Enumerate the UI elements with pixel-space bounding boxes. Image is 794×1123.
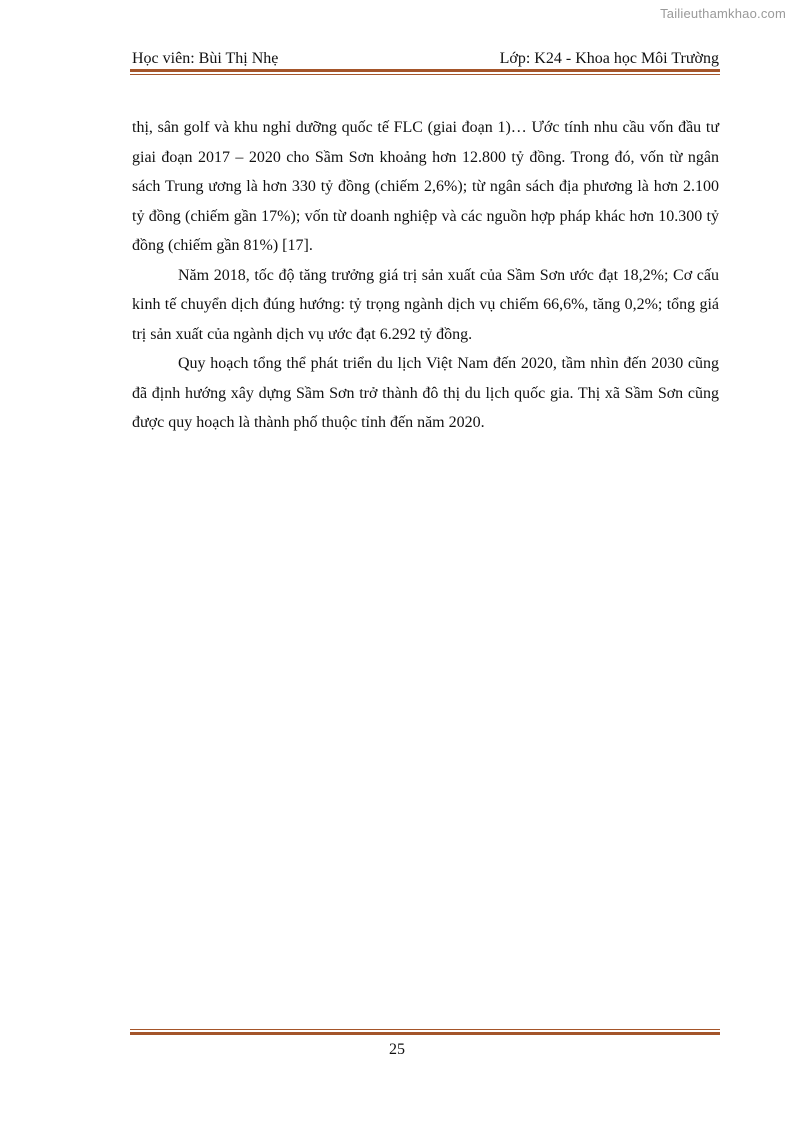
page-number: 25: [389, 1041, 405, 1058]
watermark: Tailieuthamkhao.com: [660, 6, 786, 21]
paragraph-2: Năm 2018, tốc độ tăng trưởng giá trị sản xuất của Sầm Sơn ước đạt 18,2%; Cơ cấu kinh tế chuyển dịch đúng hướng: tỷ trọng ngành dịch vụ chiếm 66,6%, tăng 0,2%; tổng giá trị sản xuất của ngành dịch vụ ước đạt 6.292 tỷ đồng.: [132, 266, 719, 343]
page-header: [132, 49, 719, 69]
paragraph-1: thị, sân golf và khu nghỉ dưỡng quốc tế FLC (giai đoạn 1)… Ước tính nhu cầu vốn đầu tư giai đoạn 2017 – 2020 cho Sầm Sơn khoảng hơn 12.800 tỷ đồng. Trong đó, vốn từ ngân sách Trung ương là hơn 330 tỷ đồng (chiếm 2,6%); từ ngân sách địa phương là hơn 2.100 tỷ đồng (chiếm gần 17%); vốn từ doanh nghiệp và các nguồn hợp pháp khác hơn 10.300 tỷ đồng (chiếm gần 81%) [17].: [132, 119, 719, 254]
header-class: Lớp: K24 - Khoa học Môi Trường: [499, 50, 719, 67]
header-student: Học viên: Bùi Thị Nhẹ: [132, 50, 279, 67]
body-text: [132, 113, 719, 438]
footer-rule: [130, 1029, 720, 1035]
paragraph-3: Quy hoạch tổng thể phát triển du lịch Việt Nam đến 2020, tầm nhìn đến 2030 cũng đã định hướng xây dựng Sầm Sơn trở thành đô thị du lịch quốc gia. Thị xã Sầm Sơn cũng được quy hoạch là thành phố thuộc tỉnh đến năm 2020.: [132, 355, 719, 431]
header-rule: [130, 69, 720, 75]
